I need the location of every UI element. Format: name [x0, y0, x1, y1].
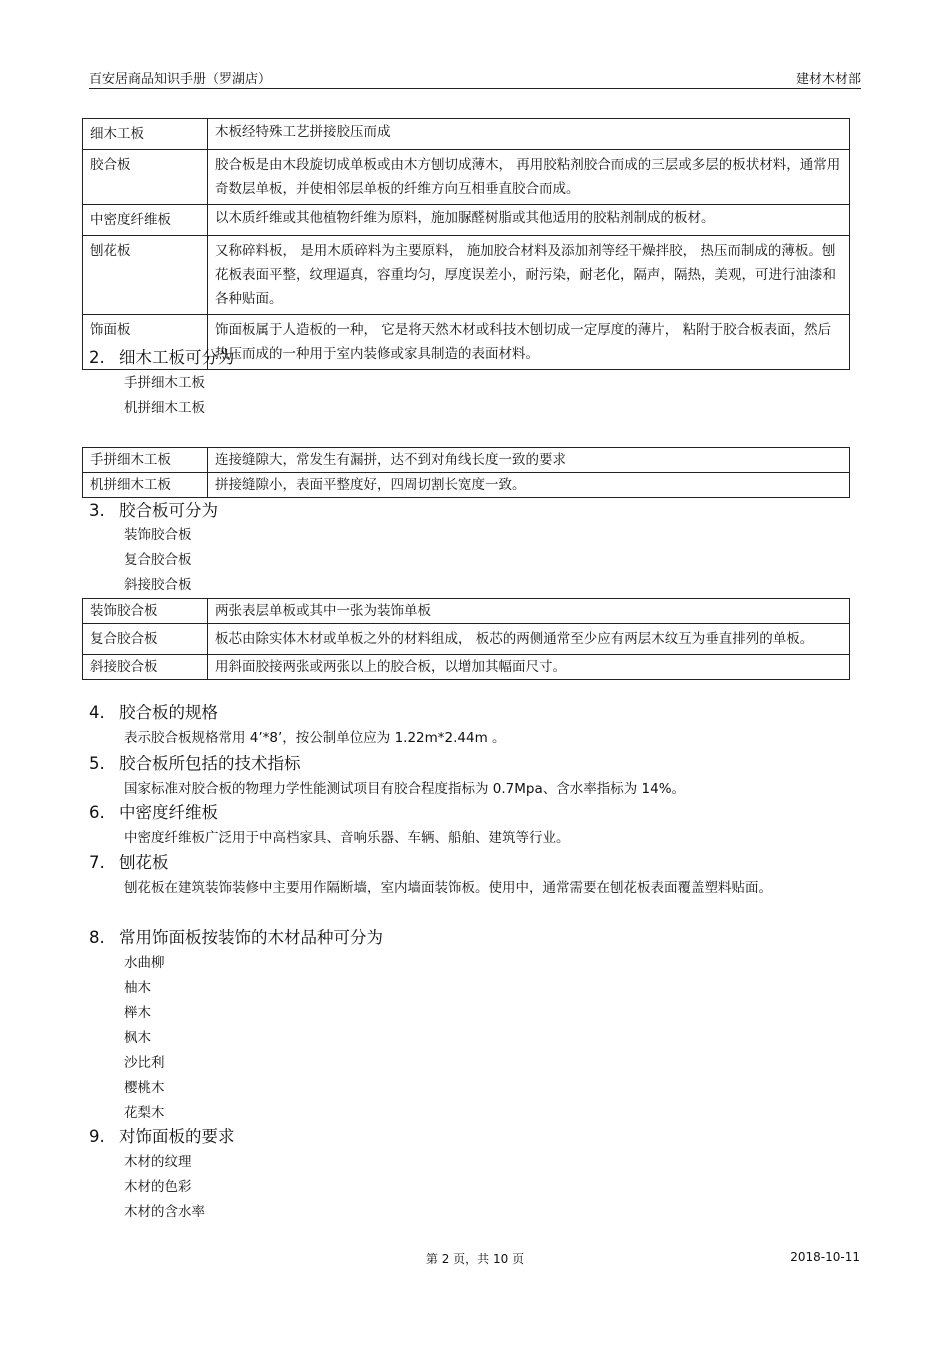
section-list — [124, 523, 192, 598]
table-cell-name: 手拼细木工板 — [83, 448, 208, 473]
page-number: 第 2 页，共 10 页 — [425, 1252, 525, 1266]
plywood-table — [82, 598, 850, 680]
table-row — [83, 448, 850, 473]
section-title: 对饰面板的要求 — [119, 1127, 235, 1146]
table-cell-name: 细木工板 — [83, 119, 208, 150]
section-heading — [89, 702, 218, 724]
section-text: 中密度纤维板广泛用于中高档家具、音响乐器、车辆、船舶、建筑等行业。 — [124, 830, 570, 846]
table-row — [83, 624, 850, 655]
list-item: 机拼细木工板 — [124, 400, 205, 416]
table-cell-name: 机拼细木工板 — [83, 473, 208, 498]
table-cell-desc: 连接缝隙大，常发生有漏拼，达不到对角线长度一致的要求 — [208, 448, 850, 473]
table-cell-desc: 用斜面胶接两张或两张以上的胶合板，以增加其幅面尺寸。 — [208, 655, 850, 680]
section-title: 刨花板 — [119, 853, 169, 872]
section-heading — [89, 500, 218, 522]
section-heading — [89, 753, 301, 775]
section-text: 表示胶合板规格常用 4’*8’，按公制单位应为 1.22m*2.44m 。 — [124, 730, 506, 746]
table-cell-name: 中密度纤维板 — [83, 205, 208, 236]
section-title: 胶合板可分为 — [119, 501, 218, 520]
section-heading — [89, 802, 218, 824]
list-item: 樱桃木 — [124, 1080, 165, 1096]
table-cell-desc: 两张表层单板或其中一张为装饰单板 — [208, 599, 850, 624]
header-department: 建材木材部 — [795, 72, 861, 87]
section-number: 7. — [89, 853, 105, 872]
table-cell-name: 胶合板 — [83, 150, 208, 205]
list-item: 水曲柳 — [124, 955, 165, 971]
section-text: 国家标准对胶合板的物理力学性能测试项目有胶合程度指标为 0.7Mpa、含水率指标为 14%。 — [124, 781, 686, 797]
table-cell-desc: 以木质纤维或其他植物纤维为原料，施加脲醛树脂或其他适用的胶粘剂制成的板材。 — [208, 205, 850, 236]
table-cell-name: 装饰胶合板 — [83, 599, 208, 624]
list-item: 斜接胶合板 — [124, 577, 192, 593]
list-item: 手拼细木工板 — [124, 375, 205, 391]
section-heading — [89, 852, 169, 874]
table-cell-desc: 板芯由除实体木材或单板之外的材料组成， 板芯的两侧通常至少应有两层木纹互为垂直排列的单板。 — [208, 624, 850, 655]
list-item: 柚木 — [124, 980, 151, 996]
section-list — [124, 951, 165, 1126]
list-item: 木材的色彩 — [124, 1179, 192, 1195]
table-row — [83, 205, 850, 236]
list-item: 木材的纹理 — [124, 1154, 192, 1170]
section-heading — [89, 1126, 235, 1148]
board-types-table — [82, 118, 850, 370]
table-cell-desc: 木板经特殊工艺拼接胶压而成 — [208, 119, 850, 150]
table-row — [83, 599, 850, 624]
section-number: 2. — [89, 348, 105, 367]
table-cell-name: 饰面板 — [83, 315, 208, 370]
section-number: 4. — [89, 703, 105, 722]
section-text: 刨花板在建筑装饰装修中主要用作隔断墙，室内墙面装饰板。使用中，通常需要在刨花板表面覆盖塑料贴面。 — [124, 880, 772, 896]
section-title: 常用饰面板按装饰的木材品种可分为 — [119, 928, 383, 947]
table-cell-desc: 饰面板属于人造板的一种， 它是将天然木材或科技木刨切成一定厚度的薄片， 粘附于胶合板表面，然后热压而成的一种用于室内装修或家具制造的表面材料。 — [208, 315, 850, 370]
table-row — [83, 119, 850, 150]
page-date: 2018-10-11 — [790, 1250, 860, 1264]
section-heading — [89, 927, 383, 949]
section-number: 3. — [89, 501, 105, 520]
table-row — [83, 236, 850, 315]
header-title: 百安居商品知识手册（罗湖店） — [89, 72, 272, 87]
list-item: 枫木 — [124, 1030, 151, 1046]
table-row — [83, 655, 850, 680]
section-number: 5. — [89, 754, 105, 773]
list-item: 沙比利 — [124, 1055, 165, 1071]
table-cell-desc: 拼接缝隙小，表面平整度好，四周切割长宽度一致。 — [208, 473, 850, 498]
table-cell-desc: 胶合板是由木段旋切成单板或由木方刨切成薄木， 再用胶粘剂胶合而成的三层或多层的板状材料，通常用奇数层单板，并使相邻层单板的纤维方向互相垂直胶合而成。 — [208, 150, 850, 205]
table-row — [83, 150, 850, 205]
section-number: 8. — [89, 928, 105, 947]
list-item: 花梨木 — [124, 1105, 165, 1121]
section-title: 胶合板所包括的技术指标 — [119, 754, 301, 773]
section-heading — [89, 347, 235, 369]
table-cell-name: 斜接胶合板 — [83, 655, 208, 680]
section-title: 细木工板可分为 — [119, 348, 235, 367]
table-cell-name: 刨花板 — [83, 236, 208, 315]
blockboard-table — [82, 447, 850, 498]
table-cell-name: 复合胶合板 — [83, 624, 208, 655]
section-list — [124, 371, 205, 421]
table-cell-desc: 又称碎料板， 是用木质碎料为主要原料， 施加胶合材料及添加剂等经干燥拌胶， 热压而制成的薄板。刨花板表面平整，纹理逼真，容重均匀，厚度误差小，耐污染，耐老化，隔声，隔热，美观，可进行油漆和各种贴面。 — [208, 236, 850, 315]
section-title: 中密度纤维板 — [119, 803, 218, 822]
list-item: 木材的含水率 — [124, 1204, 205, 1220]
section-number: 6. — [89, 803, 105, 822]
section-list — [124, 1150, 205, 1225]
section-number: 9. — [89, 1127, 105, 1146]
list-item: 复合胶合板 — [124, 552, 192, 568]
list-item: 装饰胶合板 — [124, 527, 192, 543]
table-row — [83, 473, 850, 498]
list-item: 榉木 — [124, 1005, 151, 1021]
section-title: 胶合板的规格 — [119, 703, 218, 722]
page-header — [89, 66, 861, 89]
